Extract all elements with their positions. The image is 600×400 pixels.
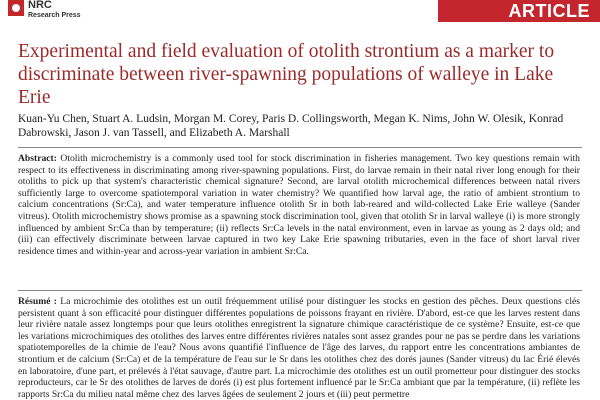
abstract-divider bbox=[18, 290, 582, 291]
nrc-research-press-logo bbox=[8, 0, 81, 26]
article-type-label: ARTICLE bbox=[508, 1, 590, 21]
resume-label: Résumé : bbox=[18, 296, 57, 307]
logo-nrc-text: NRC bbox=[28, 0, 52, 11]
article-type-banner bbox=[438, 0, 600, 22]
article-title: Experimental and field evaluation of otolith strontium as a marker to discriminate between river-spawning populations of walleye in Lake Erie bbox=[18, 41, 555, 108]
abstract-label: Abstract: bbox=[18, 153, 57, 164]
journal-header bbox=[0, 0, 600, 28]
author-list: Kuan-Yu Chen, Stuart A. Ludsin, Morgan M. Corey, Paris D. Collingsworth, Megan K. Nims, John W. Olesik, Konrad Dabrowski, Jason J. van Tassell, and Elizabeth A. Marshall bbox=[18, 113, 564, 139]
nrc-logo-icon bbox=[8, 0, 24, 16]
abstract-top-divider bbox=[18, 147, 582, 148]
logo-research-press-text: Research Press bbox=[28, 12, 81, 19]
abstract-text: Otolith microchemistry is a commonly used tool for stock discrimination in fisheries management. Two key questions remain with respect to its effectiveness in discriminating among river-spawning populations. First, do larvae remain in their natal river long enough for their otoliths to pick up that system's characteristic chemical signature? Second, are larval otolith microchemical differences between natal rivers sufficiently large to overcome spatiotemporal variation in water chemistry? We quantified how larval age, the ratio of ambient strontium to calcium concentrations (Sr:Ca), and water temperature influence otolith Sr in both lab-reared and wild-collected Lake Erie walleye (Sander vitreus). Otolith microchemistry shows promise as a spawning stock discrimination tool, given that otolith Sr in larval walleye (i) is more strongly influenced by ambient Sr:Ca than by temperature; (ii) reflects Sr:Ca levels in the natal environment, even in larvae as young as 2 days old; and (iii) can effectively discriminate between larvae captured in two key Lake Erie spawning tributaries, even in the face of short larval river residence times and within-year and across-year variation in ambient Sr:Ca. bbox=[18, 153, 580, 257]
resume-block bbox=[18, 296, 580, 400]
abstract-block bbox=[18, 153, 580, 257]
resume-text: La microchimie des otolithes est un outil fréquemment utilisé pour distinguer les stocks en gestion des pêches. Deux questions clés persistent quant à son efficacité pour distinguer différentes populations de poissons frayant en rivière. D'abord, est-ce que les larves restent dans leur rivière natale assez longtemps pour que leurs otolithes enregistrent la signature chimique caractéristique de ce système? Ensuite, est-ce que les variations microchimiques des otolithes des larves entre différentes rivières natales sont assez grandes pour ne pas se perdre dans les variations spatiotemporelles de la chimie de l'eau? Nous avons quantifié l'influence de l'âge des larves, du rapport entre les concentrations ambiantes de strontium et de calcium (Sr:Ca) et de la température de l'eau sur le Sr dans les otolithes chez des dorés jaunes (Sander vitreus) du lac Érié élevés en laboratoire, d'une part, et prélevés à l'état sauvage, d'autre part. La microchimie des otolithes est un outil prometteur pour distinguer des stocks reproducteurs, car le Sr des otolithes de larves de dorés (i) est plus fortement influencé par le Sr:Ca ambiant que par la température, (ii) reflète les rapports Sr:Ca du milieu natal même chez des larves âgées de seulement 2 jours et (iii) peut permettre bbox=[18, 296, 580, 400]
